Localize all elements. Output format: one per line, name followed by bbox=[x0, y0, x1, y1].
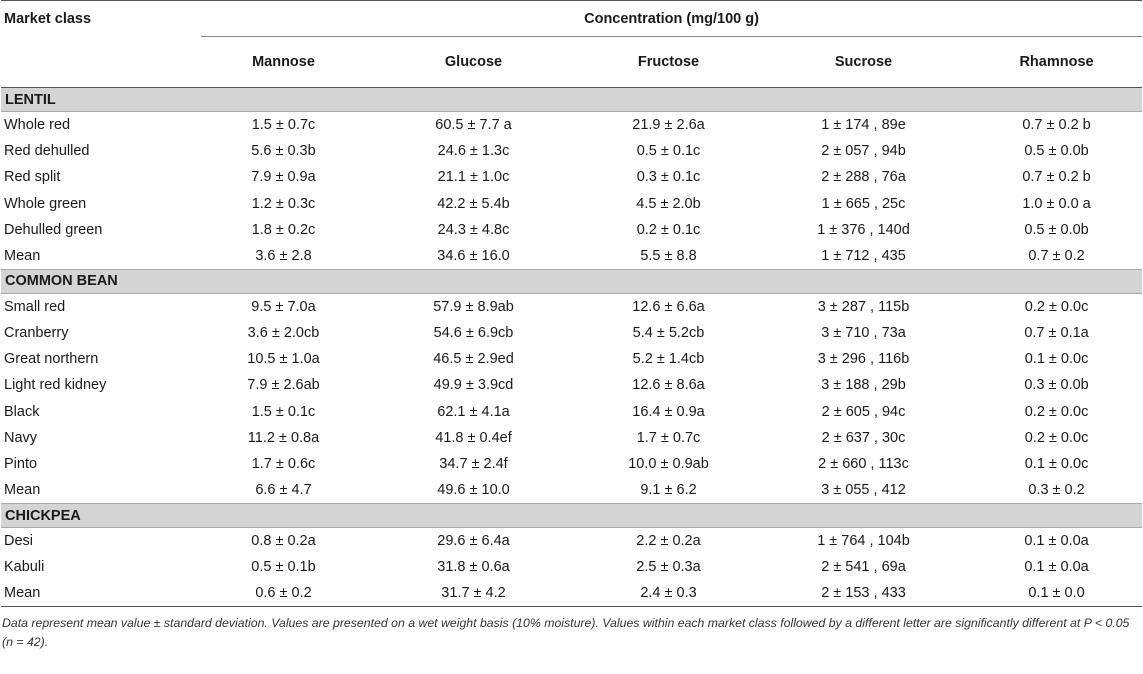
market-class-spacer bbox=[1, 37, 201, 88]
cell-fructose: 2.5 ± 0.3a bbox=[636, 559, 701, 576]
cell-fructose: 2.4 ± 0.3 bbox=[581, 580, 756, 606]
cell-glucose: 60.5 ± 7.7 a bbox=[435, 116, 512, 133]
market-class-header: Market class bbox=[1, 1, 201, 37]
cell-rhamnose: 0.3 ± 0.0b bbox=[1024, 377, 1089, 394]
cell-market-class: Small red bbox=[4, 298, 66, 315]
cell-rhamnose: 0.1 ± 0.0a bbox=[1024, 559, 1089, 576]
cell-sucrose: 2 ± 541 , 69a bbox=[821, 559, 906, 576]
group-row bbox=[1, 88, 1142, 112]
cell-rhamnose: 0.3 ± 0.2 bbox=[1028, 482, 1085, 499]
table-row bbox=[1, 293, 1142, 319]
cell-fructose: 5.4 ± 5.2cb bbox=[632, 324, 705, 341]
cell-mannose: 5.6 ± 0.3b bbox=[251, 142, 316, 159]
cell-market-class: Whole red bbox=[4, 116, 71, 133]
table-row bbox=[1, 112, 1142, 138]
col-header-glucose: Glucose bbox=[366, 37, 581, 88]
cell-glucose: 24.6 ± 1.3c bbox=[437, 142, 510, 159]
cell-mannose: 9.5 ± 7.0a bbox=[251, 298, 316, 315]
cell-rhamnose: 0.5 ± 0.0b bbox=[1024, 221, 1089, 238]
cell-rhamnose: 0.7 ± 0.1a bbox=[1024, 324, 1089, 341]
cell-rhamnose: 0.5 ± 0.0b bbox=[1024, 142, 1089, 159]
cell-mannose: 1.8 ± 0.2c bbox=[251, 221, 316, 238]
cell-glucose: 34.6 ± 16.0 bbox=[437, 247, 510, 264]
cell-market-class: Red split bbox=[4, 169, 61, 186]
cell-market-class: Desi bbox=[4, 533, 34, 550]
cell-rhamnose: 0.1 ± 0.0c bbox=[1024, 456, 1089, 473]
cell-sucrose: 1 ± 712 , 435 bbox=[821, 247, 906, 264]
cell-rhamnose: 0.2 ± 0.0c bbox=[1024, 429, 1089, 446]
group-label: COMMON BEAN bbox=[1, 269, 1142, 293]
cell-fructose: 5.5 ± 8.8 bbox=[640, 247, 697, 264]
cell-fructose: 1.7 ± 0.7c bbox=[636, 429, 701, 446]
cell-sucrose: 3 ± 710 , 73a bbox=[821, 324, 906, 341]
table-row bbox=[1, 528, 1142, 554]
cell-fructose: 0.5 ± 0.1c bbox=[636, 142, 701, 159]
cell-market-class: Dehulled green bbox=[4, 221, 103, 238]
cell-sucrose: 2 ± 153 , 433 bbox=[756, 580, 971, 606]
table-row bbox=[1, 217, 1142, 243]
cell-sucrose: 3 ± 055 , 412 bbox=[821, 482, 906, 499]
cell-fructose: 21.9 ± 2.6a bbox=[632, 116, 705, 133]
cell-mannose: 7.9 ± 0.9a bbox=[251, 169, 316, 186]
cell-glucose: 46.5 ± 2.9ed bbox=[433, 351, 514, 368]
cell-glucose: 54.6 ± 6.9cb bbox=[433, 324, 514, 341]
table-row bbox=[1, 138, 1142, 164]
cell-market-class: Cranberry bbox=[4, 324, 69, 341]
cell-sucrose: 2 ± 660 , 113c bbox=[818, 456, 909, 473]
table-footnote: Data represent mean value ± standard deviation. Values are presented on a wet weight basis (10% moisture). Values within each market class followed by a different letter are significantly different at P < 0.05 (n = 42). bbox=[2, 616, 1130, 650]
cell-mannose: 3.6 ± 2.0cb bbox=[247, 324, 320, 341]
cell-glucose: 42.2 ± 5.4b bbox=[437, 195, 510, 212]
cell-sucrose: 1 ± 174 , 89e bbox=[821, 116, 906, 133]
cell-rhamnose: 0.2 ± 0.0c bbox=[1024, 403, 1089, 420]
cell-market-class: Pinto bbox=[4, 456, 38, 473]
cell-glucose: 49.9 ± 3.9cd bbox=[433, 377, 514, 394]
col-header-fructose: Fructose bbox=[581, 37, 756, 88]
cell-fructose: 2.2 ± 0.2a bbox=[636, 533, 701, 550]
cell-mannose: 10.5 ± 1.0a bbox=[247, 351, 320, 368]
cell-fructose: 12.6 ± 8.6a bbox=[632, 377, 705, 394]
concentration-header: Concentration (mg/100 g) bbox=[201, 1, 1142, 37]
cell-fructose: 4.5 ± 2.0b bbox=[636, 195, 701, 212]
cell-market-class: Mean bbox=[1, 580, 201, 606]
cell-market-class: Kabuli bbox=[4, 559, 45, 576]
sugar-concentration-table bbox=[1, 0, 1142, 607]
table-row bbox=[1, 320, 1142, 346]
table-row bbox=[1, 243, 1142, 269]
cell-fructose: 5.2 ± 1.4cb bbox=[632, 351, 705, 368]
table-row bbox=[1, 372, 1142, 398]
cell-rhamnose: 0.7 ± 0.2 bbox=[1028, 247, 1085, 264]
cell-market-class: Mean bbox=[4, 247, 41, 264]
table-row bbox=[1, 425, 1142, 451]
cell-glucose: 29.6 ± 6.4a bbox=[437, 533, 510, 550]
cell-fructose: 12.6 ± 6.6a bbox=[632, 298, 705, 315]
cell-sucrose: 2 ± 637 , 30c bbox=[821, 429, 906, 446]
group-label: LENTIL bbox=[1, 88, 1142, 112]
cell-fructose: 10.0 ± 0.9ab bbox=[628, 456, 709, 473]
cell-mannose: 1.5 ± 0.7c bbox=[251, 116, 316, 133]
cell-mannose: 3.6 ± 2.8 bbox=[255, 247, 312, 264]
cell-mannose: 7.9 ± 2.6ab bbox=[247, 377, 320, 394]
cell-mannose: 0.6 ± 0.2 bbox=[201, 580, 366, 606]
table-row bbox=[1, 164, 1142, 190]
cell-rhamnose: 0.1 ± 0.0a bbox=[1024, 533, 1089, 550]
cell-market-class: Mean bbox=[4, 482, 41, 499]
cell-rhamnose: 0.7 ± 0.2 b bbox=[1022, 116, 1091, 133]
table-body bbox=[1, 88, 1142, 607]
table-row bbox=[1, 451, 1142, 477]
cell-glucose: 34.7 ± 2.4f bbox=[439, 456, 508, 473]
table-row bbox=[1, 346, 1142, 372]
cell-rhamnose: 0.1 ± 0.0 bbox=[971, 580, 1142, 606]
group-row bbox=[1, 504, 1142, 528]
cell-glucose: 41.8 ± 0.4ef bbox=[435, 429, 512, 446]
cell-sucrose: 3 ± 188 , 29b bbox=[821, 377, 906, 394]
cell-market-class: Whole green bbox=[4, 195, 87, 212]
cell-glucose: 62.1 ± 4.1a bbox=[437, 403, 510, 420]
cell-market-class: Black bbox=[4, 403, 40, 420]
cell-mannose: 0.8 ± 0.2a bbox=[251, 533, 316, 550]
cell-glucose: 24.3 ± 4.8c bbox=[437, 221, 510, 238]
cell-market-class: Navy bbox=[4, 429, 38, 446]
cell-fructose: 9.1 ± 6.2 bbox=[640, 482, 697, 499]
cell-fructose: 16.4 ± 0.9a bbox=[632, 403, 705, 420]
cell-market-class: Great northern bbox=[4, 351, 99, 368]
cell-fructose: 0.2 ± 0.1c bbox=[636, 221, 701, 238]
cell-sucrose: 1 ± 376 , 140d bbox=[817, 221, 910, 238]
cell-glucose: 31.7 ± 4.2 bbox=[366, 580, 581, 606]
cell-glucose: 57.9 ± 8.9ab bbox=[433, 298, 514, 315]
cell-sucrose: 2 ± 605 , 94c bbox=[821, 403, 906, 420]
cell-mannose: 0.5 ± 0.1b bbox=[251, 559, 316, 576]
table-row bbox=[1, 580, 1142, 606]
table-row bbox=[1, 554, 1142, 580]
table-row bbox=[1, 190, 1142, 216]
col-header-rhamnose: Rhamnose bbox=[971, 37, 1142, 88]
cell-mannose: 1.5 ± 0.1c bbox=[251, 403, 316, 420]
table-row bbox=[1, 477, 1142, 503]
cell-mannose: 1.2 ± 0.3c bbox=[251, 195, 316, 212]
cell-rhamnose: 0.1 ± 0.0c bbox=[1024, 351, 1089, 368]
table-row bbox=[1, 398, 1142, 424]
group-label: CHICKPEA bbox=[1, 504, 1142, 528]
col-header-sucrose: Sucrose bbox=[756, 37, 971, 88]
cell-sucrose: 1 ± 665 , 25c bbox=[821, 195, 906, 212]
cell-mannose: 11.2 ± 0.8a bbox=[247, 429, 320, 446]
cell-mannose: 1.7 ± 0.6c bbox=[251, 456, 316, 473]
cell-sucrose: 3 ± 296 , 116b bbox=[817, 351, 910, 368]
cell-rhamnose: 0.2 ± 0.0c bbox=[1024, 298, 1089, 315]
cell-mannose: 6.6 ± 4.7 bbox=[255, 482, 312, 499]
col-header-mannose: Mannose bbox=[201, 37, 366, 88]
cell-glucose: 31.8 ± 0.6a bbox=[437, 559, 510, 576]
cell-market-class: Light red kidney bbox=[4, 377, 107, 394]
cell-sucrose: 2 ± 288 , 76a bbox=[821, 169, 906, 186]
cell-glucose: 49.6 ± 10.0 bbox=[437, 482, 510, 499]
cell-fructose: 0.3 ± 0.1c bbox=[636, 169, 701, 186]
cell-glucose: 21.1 ± 1.0c bbox=[437, 169, 510, 186]
cell-rhamnose: 1.0 ± 0.0 a bbox=[1022, 195, 1091, 212]
cell-rhamnose: 0.7 ± 0.2 b bbox=[1022, 169, 1091, 186]
cell-sucrose: 2 ± 057 , 94b bbox=[821, 142, 906, 159]
cell-sucrose: 3 ± 287 , 115b bbox=[817, 298, 910, 315]
cell-market-class: Red dehulled bbox=[4, 142, 90, 159]
group-row bbox=[1, 269, 1142, 293]
cell-sucrose: 1 ± 764 , 104b bbox=[817, 533, 910, 550]
